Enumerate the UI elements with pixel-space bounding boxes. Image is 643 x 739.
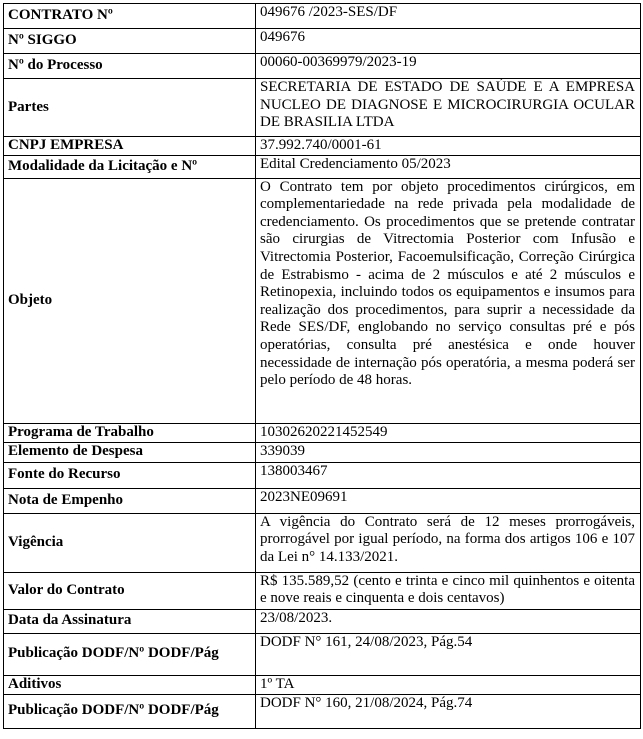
label-aditivos: Aditivos: [4, 675, 256, 694]
label-vigencia: Vigência: [4, 513, 256, 572]
row-siggo: [4, 29, 641, 54]
value-siggo: 049676: [256, 29, 641, 54]
value-modalidade: Edital Credenciamento 05/2023: [256, 155, 641, 178]
row-objeto: [4, 178, 641, 423]
label-publicacao-2: Publicação DODF/Nº DODF/Pág: [4, 694, 256, 728]
row-cnpj: [4, 137, 641, 156]
label-siggo: Nº SIGGO: [4, 29, 256, 54]
value-fonte: 138003467: [256, 462, 641, 488]
value-processo: 00060-00369979/2023-19: [256, 54, 641, 79]
label-data-assinatura: Data da Assinatura: [4, 609, 256, 633]
label-objeto: Objeto: [4, 178, 256, 423]
label-valor: Valor do Contrato: [4, 572, 256, 609]
label-elemento: Elemento de Despesa: [4, 442, 256, 462]
row-valor: [4, 572, 641, 609]
row-processo: [4, 54, 641, 79]
label-partes: Partes: [4, 79, 256, 137]
label-programa: Programa de Trabalho: [4, 423, 256, 442]
contract-summary-table: [3, 3, 641, 729]
label-fonte: Fonte do Recurso: [4, 462, 256, 488]
row-elemento: [4, 442, 641, 462]
value-vigencia: A vigência do Contrato será de 12 meses prorrogáveis, prorrogável por igual período, na forma dos artigos 106 e 107 da Lei n° 14.133/2021.: [256, 513, 641, 572]
value-publicacao-1: DODF N° 161, 24/08/2023, Pág.54: [256, 633, 641, 675]
label-publicacao-1: Publicação DODF/Nº DODF/Pág: [4, 633, 256, 675]
value-partes: SECRETARIA DE ESTADO DE SAÚDE E A EMPRESA NUCLEO DE DIAGNOSE E MICROCIRURGIA OCULAR DE BRASILIA LTDA: [256, 79, 641, 137]
row-vigencia: [4, 513, 641, 572]
row-modalidade: [4, 155, 641, 178]
label-contrato: CONTRATO Nº: [4, 4, 256, 29]
row-programa: [4, 423, 641, 442]
label-modalidade: Modalidade da Licitação e Nº: [4, 155, 256, 178]
value-objeto: O Contrato tem por objeto procedimentos cirúrgicos, em complementariedade na rede privada pela modalidade de credenciamento. Os procedimentos que se pretende contratar são cirurgias de Vitrectomia Posterior com Infusão e Vitrectomia Posterior, Facoemulsificação, Correção Cirúrgica de Estrabismo - acima de 2 músculos e até 2 músculos e Retinopexia, incluindo todos os equipamentos e insumos para realização dos procedimentos, para suprir a necessidade da Rede SES/DF, englobando no serviço consultas pré e pós operatórias, consulta pré anestésica e onde houver necessidade de internação pós operatória, a mesma poderá ser pelo período de 48 horas.: [256, 178, 641, 423]
value-cnpj: 37.992.740/0001-61: [256, 137, 641, 156]
label-empenho: Nota de Empenho: [4, 488, 256, 513]
value-publicacao-2: DODF N° 160, 21/08/2024, Pág.74: [256, 694, 641, 728]
row-data-assinatura: [4, 609, 641, 633]
row-fonte: [4, 462, 641, 488]
row-publicacao-1: [4, 633, 641, 675]
value-empenho: 2023NE09691: [256, 488, 641, 513]
row-partes: [4, 79, 641, 137]
label-cnpj: CNPJ EMPRESA: [4, 137, 256, 156]
value-data-assinatura: 23/08/2023.: [256, 609, 641, 633]
row-contrato: [4, 4, 641, 29]
value-elemento: 339039: [256, 442, 641, 462]
value-programa: 10302620221452549: [256, 423, 641, 442]
row-empenho: [4, 488, 641, 513]
label-processo: Nº do Processo: [4, 54, 256, 79]
value-aditivos: 1º TA: [256, 675, 641, 694]
row-aditivos: [4, 675, 641, 694]
value-contrato: 049676 /2023-SES/DF: [256, 4, 641, 29]
row-publicacao-2: [4, 694, 641, 728]
value-valor: R$ 135.589,52 (cento e trinta e cinco mil quinhentos e oitenta e nove reais e cinquenta e dois centavos): [256, 572, 641, 609]
